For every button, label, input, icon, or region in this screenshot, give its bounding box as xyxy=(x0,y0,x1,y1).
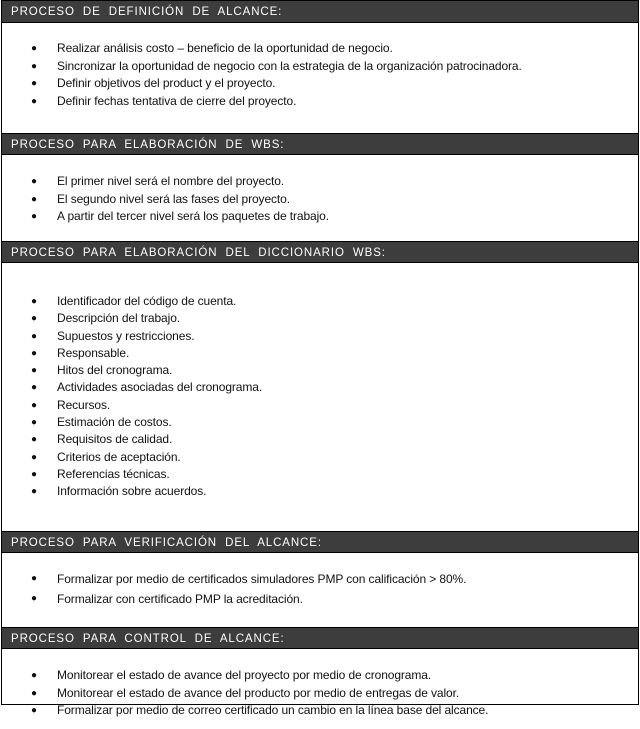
section-header-wbs-dictionary: PROCESO PARA ELABORACIÓN DEL DICCIONARIO WBS: xyxy=(2,241,638,263)
bullet-icon: ● xyxy=(31,468,37,480)
list-item: ● Monitorear el estado de avance del proyecto por medio de cronograma. xyxy=(2,667,638,685)
scope-process-document xyxy=(1,0,639,717)
bullet-icon: ● xyxy=(31,313,37,325)
list-item: ● Descripción del trabajo. xyxy=(2,310,638,327)
section-header-scope-verification: PROCESO PARA VERIFICACIÓN DEL ALCANCE: xyxy=(2,531,638,553)
list-item: ● Estimación de costos. xyxy=(2,414,638,431)
list-item: ● Hitos del cronograma. xyxy=(2,362,638,379)
bullet-icon: ● xyxy=(31,330,37,342)
section-body-scope-verification xyxy=(2,553,638,627)
list-item: ● Identificador del código de cuenta. xyxy=(2,293,638,310)
list-item: ● Supuestos y restricciones. xyxy=(2,328,638,345)
bullet-icon: ● xyxy=(31,451,37,463)
bullet-icon: ● xyxy=(31,95,37,107)
bullet-icon: ● xyxy=(31,434,37,446)
section-body-wbs-elaboration xyxy=(2,155,638,241)
bullet-icon: ● xyxy=(31,193,37,205)
list-item: ● Definir fechas tentativa de cierre del proyecto. xyxy=(2,93,638,111)
section-body-wbs-dictionary xyxy=(2,263,638,531)
section-body-scope-definition xyxy=(2,23,638,133)
list-item: ● Sincronizar la oportunidad de negocio con la estrategia de la organización patrocinadora. xyxy=(2,58,638,76)
bullet-icon: ● xyxy=(31,60,37,72)
section-body-scope-control xyxy=(2,649,638,729)
list-item: ● Información sobre acuerdos. xyxy=(2,483,638,500)
list-item: ● Definir objetivos del product y el proyecto. xyxy=(2,75,638,93)
list-item: ● Recursos. xyxy=(2,397,638,414)
list-item: ● Responsable. xyxy=(2,345,638,362)
list-item: ● Referencias técnicas. xyxy=(2,466,638,483)
list-item: ● El primer nivel será el nombre del proyecto. xyxy=(2,173,638,191)
list-item: ● Actividades asociadas del cronograma. xyxy=(2,379,638,396)
bullet-icon: ● xyxy=(31,347,37,359)
bullet-icon: ● xyxy=(31,705,37,716)
bullet-icon: ● xyxy=(31,670,37,681)
bullet-icon: ● xyxy=(31,417,37,429)
list-item: ● Requisitos de calidad. xyxy=(2,431,638,448)
bullet-icon: ● xyxy=(31,382,37,394)
bullet-icon: ● xyxy=(31,43,37,54)
list-item: ● Formalizar por medio de certificados simuladores PMP con calificación > 80%. xyxy=(2,569,638,589)
bullet-icon: ● xyxy=(31,486,37,498)
bullet-icon: ● xyxy=(31,365,37,377)
bullet-icon: ● xyxy=(31,211,37,222)
section-header-wbs-elaboration: PROCESO PARA ELABORACIÓN DE WBS: xyxy=(2,133,638,155)
bullet-list xyxy=(2,40,638,110)
bullet-icon: ● xyxy=(31,687,37,699)
section-header-scope-definition: PROCESO DE DEFINICIÓN DE ALCANCE: xyxy=(2,1,638,23)
list-item: ● Formalizar con certificado PMP la acreditación. xyxy=(2,589,638,609)
list-item: ● Realizar análisis costo – beneficio de la oportunidad de negocio. xyxy=(2,40,638,58)
bullet-icon: ● xyxy=(31,296,37,307)
bullet-icon: ● xyxy=(31,78,37,89)
list-item: ● A partir del tercer nivel será los paquetes de trabajo. xyxy=(2,208,638,226)
list-item: ● El segundo nivel será las fases del proyecto. xyxy=(2,191,638,209)
bullet-list xyxy=(2,667,638,720)
bullet-icon: ● xyxy=(31,176,37,187)
bullet-icon: ● xyxy=(31,573,37,584)
list-item: ● Monitorear el estado de avance del producto por medio de entregas de valor. xyxy=(2,685,638,703)
bullet-list xyxy=(2,293,638,501)
list-item: ● Criterios de aceptación. xyxy=(2,449,638,466)
bullet-list xyxy=(2,569,638,609)
bullet-icon: ● xyxy=(31,593,37,604)
bullet-icon: ● xyxy=(31,399,37,411)
bullet-list xyxy=(2,173,638,226)
list-item: ● Formalizar por medio de correo certificado un cambio en la línea base del alcance. xyxy=(2,702,638,720)
section-header-scope-control: PROCESO PARA CONTROL DE ALCANCE: xyxy=(2,627,638,649)
